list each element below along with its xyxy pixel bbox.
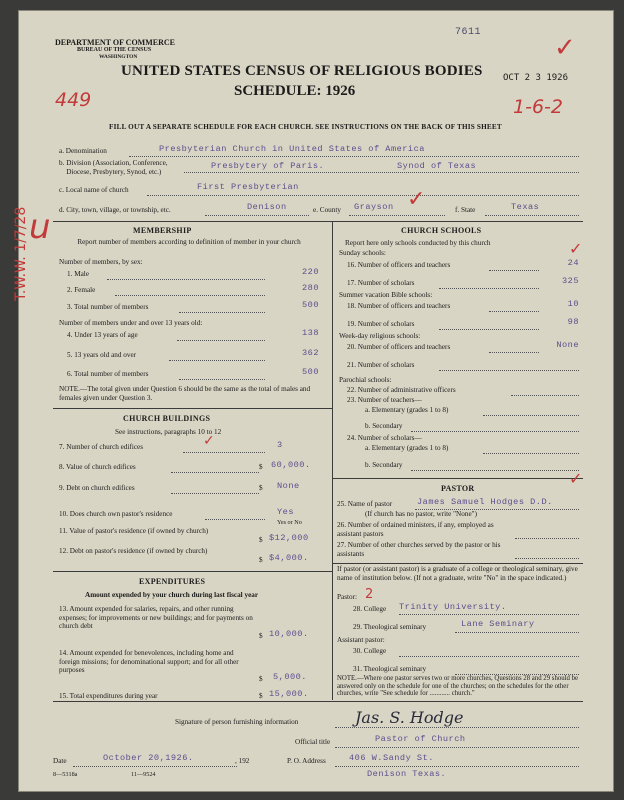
bureau-label: BUREAU OF THE CENSUS [77, 47, 152, 53]
q9-value: None [277, 481, 300, 491]
denomination-value: Presbyterian Church in United States of America [159, 144, 425, 154]
q14-value: 5,000. [273, 672, 307, 682]
q13-label: 13. Amount expended for salaries, repairs, and other running expenses; for improvements or new buildings; and for payments on church debt [59, 605, 253, 631]
by-age-label: Number of members under and over 13 years old: [59, 319, 203, 327]
column-divider [332, 222, 333, 700]
q8-value: 60,000. [271, 460, 311, 470]
official-title-label: Official title [295, 738, 331, 746]
city-label: d. City, town, village, or township, etc. [59, 206, 171, 214]
q7-mark: ✓ [203, 433, 215, 449]
q8-label: 8. Value of church edifices [59, 463, 136, 471]
state-label: f. State [455, 206, 476, 214]
q26-label: 26. Number of ordained ministers, if any, employed as assistant pastors [337, 521, 494, 538]
q18-value: 10 [567, 299, 579, 309]
received-stamp: OCT 2 3 1926 [503, 73, 569, 83]
q17-value: 325 [562, 276, 579, 286]
q23a-label: a. Elementary (grades 1 to 8) [365, 406, 449, 414]
city-label: WASHINGTON [99, 54, 138, 60]
q28-label: 28. College [353, 605, 387, 613]
q10-label: 10. Does church own pastor's residence [59, 510, 173, 518]
q31-label: 31. Theological seminary [353, 665, 427, 673]
county-label: e. County [313, 206, 341, 214]
presbytery-value: Presbytery of Paris. [211, 161, 325, 171]
q25-value: James Samuel Hodges D.D. [417, 497, 553, 507]
schools-heading: CHURCH SCHOOLS [401, 226, 482, 235]
q25-label: 25. Name of pastor [337, 500, 393, 508]
weekday-label: Week-day religious schools: [339, 332, 421, 340]
q10-value: Yes [277, 507, 294, 517]
q24-label: 24. Number of scholars— [347, 434, 422, 442]
q1-value: 220 [302, 267, 319, 277]
expenditures-heading: EXPENDITURES [139, 577, 206, 586]
q6-label: 6. Total number of members [67, 370, 149, 378]
q15-label: 15. Total expenditures during year [59, 692, 158, 700]
q15-value: 15,000. [269, 689, 309, 699]
sunday-label: Sunday schools: [339, 249, 386, 257]
q18-label: 18. Number of officers and teachers [347, 302, 451, 310]
q17-label: 17. Number of scholars [347, 279, 415, 287]
signature-label: Signature of person furnishing information [175, 718, 299, 726]
pastor-label: Pastor: [337, 593, 357, 601]
summer-label: Summer vacation Bible schools: [339, 291, 433, 299]
department-label: DEPARTMENT OF COMMERCE [55, 38, 176, 47]
synod-value: Synod of Texas [397, 161, 477, 171]
buildings-heading: CHURCH BUILDINGS [123, 414, 211, 423]
buildings-sub: See instructions, paragraphs 10 to 12 [115, 428, 222, 436]
instructions-line: FILL OUT A SEPARATE SCHEDULE FOR EACH CHURCH. SEE INSTRUCTIONS ON THE BACK OF THIS SHEET [109, 123, 502, 131]
q3-value: 500 [302, 300, 319, 310]
q3-label: 3. Total number of members [67, 303, 149, 311]
date-label: Date [53, 757, 67, 765]
q11-value: $12,000 [269, 533, 309, 543]
division-label: b. Division (Association, Conference, Diocese, Presbytery, Synod, etc.) [59, 159, 168, 176]
q28-value: Trinity University. [399, 602, 507, 612]
po-address-label: P. O. Address [287, 757, 326, 765]
pastor-heading: PASTOR [441, 484, 475, 493]
q4-value: 138 [302, 328, 319, 338]
q21-label: 21. Number of scholars [347, 361, 415, 369]
q24a-label: a. Elementary (grades 1 to 8) [365, 444, 449, 452]
form-title: UNITED STATES CENSUS OF RELIGIOUS BODIES [121, 63, 483, 79]
q7-value: 3 [277, 440, 283, 450]
margin-note: T.W.W. 1/7/28 [13, 206, 29, 301]
form-number: 7611 [455, 27, 482, 38]
q12-label: 12. Debt on pastor's residence (if owned by church) [59, 547, 208, 555]
year-suffix: , 192 [235, 757, 250, 765]
pastor-note: NOTE.—Where one pastor serves two or more churches, Questions 28 and 29 should be answered only on the schedule for one of the churches; on the schedules for the other churches, write "See schedule for ............ church." [337, 675, 579, 698]
county-value: Grayson [354, 202, 394, 212]
local-name-value: First Presbyterian [197, 182, 299, 192]
q20-label: 20. Number of officers and teachers [347, 343, 451, 351]
q9-label: 9. Debt on church edifices [59, 484, 135, 492]
q7-label: 7. Number of church edifices [59, 443, 144, 451]
by-sex-label: Number of members, by sex: [59, 258, 143, 266]
margin-mark: u [29, 207, 51, 247]
official-title-value: Pastor of Church [375, 734, 466, 744]
q6-value: 500 [302, 367, 319, 377]
q23-label: 23. Number of teachers— [347, 396, 422, 404]
local-name-label: c. Local name of church [59, 186, 129, 194]
yes-no-hint: Yes or No [277, 519, 302, 526]
state-value: Texas [511, 202, 540, 212]
q12-value: $4,000. [269, 553, 309, 563]
expenditures-sub: Amount expended by your church during last fiscal year [85, 591, 259, 599]
q16-label: 16. Number of officers and teachers [347, 261, 451, 269]
pastor-mark: ✓ [569, 469, 583, 488]
census-schedule-sheet: DEPARTMENT OF COMMERCE BUREAU OF THE CENSUS WASHINGTON 7611 ✓ UNITED STATES CENSUS OF RELIGIOUS BODIES SCHEDULE: 1926 OCT 2 3 1926 449 1-6-2 FILL OUT A SEPARATE SCHEDULE FOR EACH CHURCH. SEE INSTRUCTIONS ON THE BACK OF THIS SHEET T.W.W. 1/7/28 u a. Denomination Presbyterian Church in United States of America b. Division (Association, Conference, Diocese, Presbytery, Synod, etc.) Presbytery of Paris. Synod of Texas c. Local name of church First Presbyterian d. City, town, village, or township, etc. Denison e. County Grayson ✓ f. State Texas MEMBERSHIP Report number of members according to definition of member in your church Number of members, by sex: 1. Male 220 2. Female 280 3. Total number of members 500 Number of members under and over 13 years old: 4. Under 13 years of age 138 5. 13 years old and over 362 6. Total number of members 500 NOTE.—The total given under Question 6 should be the same as the total of males and females given under Question 3. CHURCH BUILDINGS See instructions, paragraphs 10 to 12 7. Number of church edifices ✓ 3 8. Value of church edifices $ 60,000. 9. Debt on church edifices $ None 10. Does church own pastor's residence Yes Yes or No 11. Value of pastor's residence (if owned by church) $ $12,000 12. Debt on pastor's residence (if owned by church) $ $4,000. EXPENDITURES Amount expended by your church during last fiscal year 13. Amount expended for salaries, repairs, and other running expenses; for improvements or new buildings; and for payments on church debt $ 10,000. 14. Amount expended for benevolences, including home and foreign missions; for denominational support; and for all other purposes $ 5,000. 15. Total expenditures during year $ 15,000. CHURCH SCHOOLS Report here only schools conducted by this church Sunday schools: 16. Number of officers and teachers 24 ✓ 17. Number of scholars 325 Summer vacation Bible schools: 18. Number of officers and teachers 10 19. Number of scholars 98 Week-day religious schools: 20. Number of officers and teachers None 21. Number of scholars Parochial schools: 22. Number of administrative officers 23. Number of teachers— a. Elementary (grades 1 to 8) b. Secondary 24. Number of scholars— a. Elementary (grades 1 to 8) b. Secondary PASTOR ✓ 25. Name of pastor James Samuel Hodges D.D. (If church has no pastor, write "None") 26. Number of ordained ministers, if any, employed as assistant pastors 27. Number of other churches served by the pastor or his assistants If pastor (or assistant pastor) is a graduate of a college or theological seminary, give name of institution below. (If not a graduate, write "No" in the space indicated.) Pastor: 2 28. College Trinity University. 29. Theological seminary Lane Seminary Assistant pastor: 30. College 31. Theological seminary NOTE.—Where one pastor serves two or more churches, Questions 28 and 29 should be answered only on the schedule for one of the churches; on the schedules for the other churches, write "See schedule for ............ church." Signature of person furnishing information Jas. S. Hodge Official title Pastor of Church Date October 20,1926. , 192 P. O. Address 406 W.Sandy St. Denison Texas. 8—5318a 11—9524 [18, 10, 614, 792]
q2-label: 2. Female [67, 286, 96, 294]
membership-intro: Report number of members according to definition of member in your church [77, 238, 301, 246]
graduate-note: If pastor (or assistant pastor) is a graduate of a college or theological seminary, give name of institution below. (If not a graduate, write "No" in the space indicated.) [337, 565, 578, 582]
form-subtitle: SCHEDULE: 1926 [234, 83, 356, 99]
q19-label: 19. Number of scholars [347, 320, 415, 328]
q16-mark: ✓ [569, 239, 583, 258]
q29-label: 29. Theological seminary [353, 623, 427, 631]
city-value: Denison [247, 202, 287, 212]
assistant-label: Assistant pastor: [337, 636, 385, 644]
signature: Jas. S. Hodge [355, 708, 464, 727]
q11-label: 11. Value of pastor's residence (if owned by church) [59, 527, 209, 535]
pastor-annotation: 2 [365, 587, 374, 602]
membership-note: NOTE.—The total given under Question 6 should be the same as the total of males and females given under Question 3. [59, 385, 311, 402]
q22-label: 22. Number of administrative officers [347, 386, 456, 394]
parochial-label: Parochial schools: [339, 376, 392, 384]
checkmark-icon: ✓ [554, 33, 576, 63]
q30-label: 30. College [353, 647, 387, 655]
q29-value: Lane Seminary [461, 619, 535, 629]
po-address-line-1: 406 W.Sandy St. [349, 753, 434, 763]
po-address-line-2: Denison Texas. [367, 769, 447, 779]
q4-label: 4. Under 13 years of age [67, 331, 138, 339]
q19-value: 98 [567, 317, 579, 327]
denomination-label: a. Denomination [59, 147, 107, 155]
membership-heading: MEMBERSHIP [133, 226, 192, 235]
print-code: 11—9524 [131, 771, 156, 778]
q16-value: 24 [567, 258, 579, 268]
q5-value: 362 [302, 348, 319, 358]
q27-label: 27. Number of other churches served by the pastor or his assistants [337, 541, 501, 558]
q2-value: 280 [302, 283, 319, 293]
q25-sub: (If church has no pastor, write "None") [365, 510, 477, 518]
schools-intro: Report here only schools conducted by this church [345, 239, 491, 247]
q1-label: 1. Male [67, 270, 89, 278]
q24b-label: b. Secondary [365, 461, 403, 469]
annotation-449: 449 [55, 89, 92, 111]
q20-value: None [556, 340, 579, 350]
annotation-code: 1-6-2 [513, 96, 563, 118]
q14-label: 14. Amount expended for benevolences, including home and foreign missions; for denominational support; and for all other purposes [59, 649, 239, 675]
q23b-label: b. Secondary [365, 422, 403, 430]
form-code: 8—5318a [53, 771, 78, 778]
q5-label: 5. 13 years old and over [67, 351, 137, 359]
county-check-icon: ✓ [407, 187, 426, 212]
date-value: October 20,1926. [103, 753, 194, 763]
q13-value: 10,000. [269, 629, 309, 639]
